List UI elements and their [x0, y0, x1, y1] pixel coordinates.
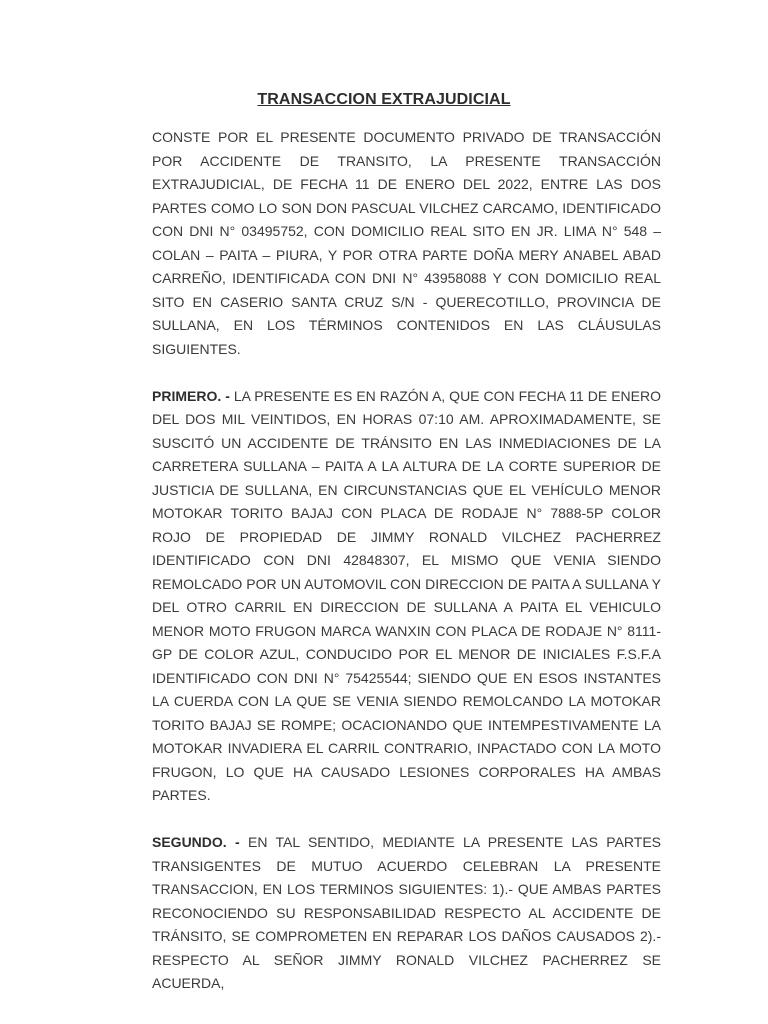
intro-paragraph: CONSTE POR EL PRESENTE DOCUMENTO PRIVADO DE TRANSACCIÓN POR ACCIDENTE DE TRANSITO, LA PRESENTE TRANSACCIÓN EXTRAJUDICIAL, DE FECHA 11 DE ENERO DEL 2022, ENTRE LAS DOS PARTES COMO LO SON DON PASCUAL VILCHEZ CARCAMO, IDENTIFICADO CON DNI N° 03495752, CON DOMICILIO REAL SITO EN JR. LIMA N° 548 – COLAN – PAITA – PIURA, Y POR OTRA PARTE DOÑA MERY ANABEL ABAD CARREÑO, IDENTIFICADA CON DNI N° 43958088 Y CON DOMICILIO REAL SITO EN CASERIO SANTA CRUZ S/N - QUERECOTILLO, PROVINCIA DE SULLANA, EN LOS TÉRMINOS CONTENIDOS EN LAS CLÁUSULAS SIGUIENTES.	[152, 129, 661, 357]
document-title: TRANSACCION EXTRAJUDICIAL	[257, 91, 511, 108]
clause-segundo	[152, 831, 661, 996]
clause-primero-text: LA PRESENTE ES EN RAZÓN A, QUE CON FECHA 11 DE ENERO DEL DOS MIL VEINTIDOS, EN HORAS 07:10 AM. APROXIMADAMENTE, SE SUSCITÓ UN ACCIDENTE DE TRÁNSITO EN LAS INMEDIACIONES DE LA CARRETERA SULLANA – PAITA A LA ALTURA DE LA CORTE SUPERIOR DE JUSTICIA DE SULLANA, EN CIRCUNSTANCIAS QUE EL VEHÍCULO MENOR MOTOKAR TORITO BAJAJ CON PLACA DE RODAJE N° 7888-5P COLOR ROJO DE PROPIEDAD DE JIMMY RONALD VILCHEZ PACHERREZ IDENTIFICADO CON DNI 42848307, EL MISMO QUE VENIA SIENDO REMOLCADO POR UN AUTOMOVIL CON DIRECCION DE PAITA A SULLANA Y DEL OTRO CARRIL EN DIRECCION DE SULLANA A PAITA EL VEHICULO MENOR MOTO FRUGON MARCA WANXIN CON PLACA DE RODAJE N° 8111-GP DE COLOR AZUL, CONDUCIDO POR EL MENOR DE INICIALES F.S.F.A IDENTIFICADO CON DNI N° 75425544; SIENDO QUE EN ESOS INSTANTES LA CUERDA CON LA QUE SE VENIA SIENDO REMOLCANDO LA MOTOKAR TORITO BAJAJ SE ROMPE; OCACIONANDO QUE INTEMPESTIVAMENTE LA MOTOKAR INVADIERA EL CARRIL CONTRARIO, INPACTADO CON LA MOTO FRUGON, LO QUE HA CAUSADO LESIONES CORPORALES HA AMBAS PARTES.	[152, 387, 662, 803]
document-body	[152, 126, 661, 1019]
clause-primero-label: PRIMERO. -	[152, 387, 230, 404]
clause-primero	[152, 385, 661, 808]
clause-segundo-label: SEGUNDO. -	[152, 834, 240, 850]
clause-segundo-text: EN TAL SENTIDO, MEDIANTE LA PRESENTE LAS PARTES TRANSIGENTES DE MUTUO ACUERDO CELEBRAN LA PRESENTE TRANSACCION, EN LOS TERMINOS SIGUIENTES: 1).- QUE AMBAS PARTES RECONOCIENDO SU RESPONSABILIDAD RESPECTO AL ACCIDENTE DE TRÁNSITO, SE COMPROMETEN EN REPARAR LOS DAÑOS CAUSADOS 2).- RESPECTO AL SEÑOR JIMMY RONALD VILCHEZ PACHERREZ SE ACUERDA,	[152, 834, 661, 991]
